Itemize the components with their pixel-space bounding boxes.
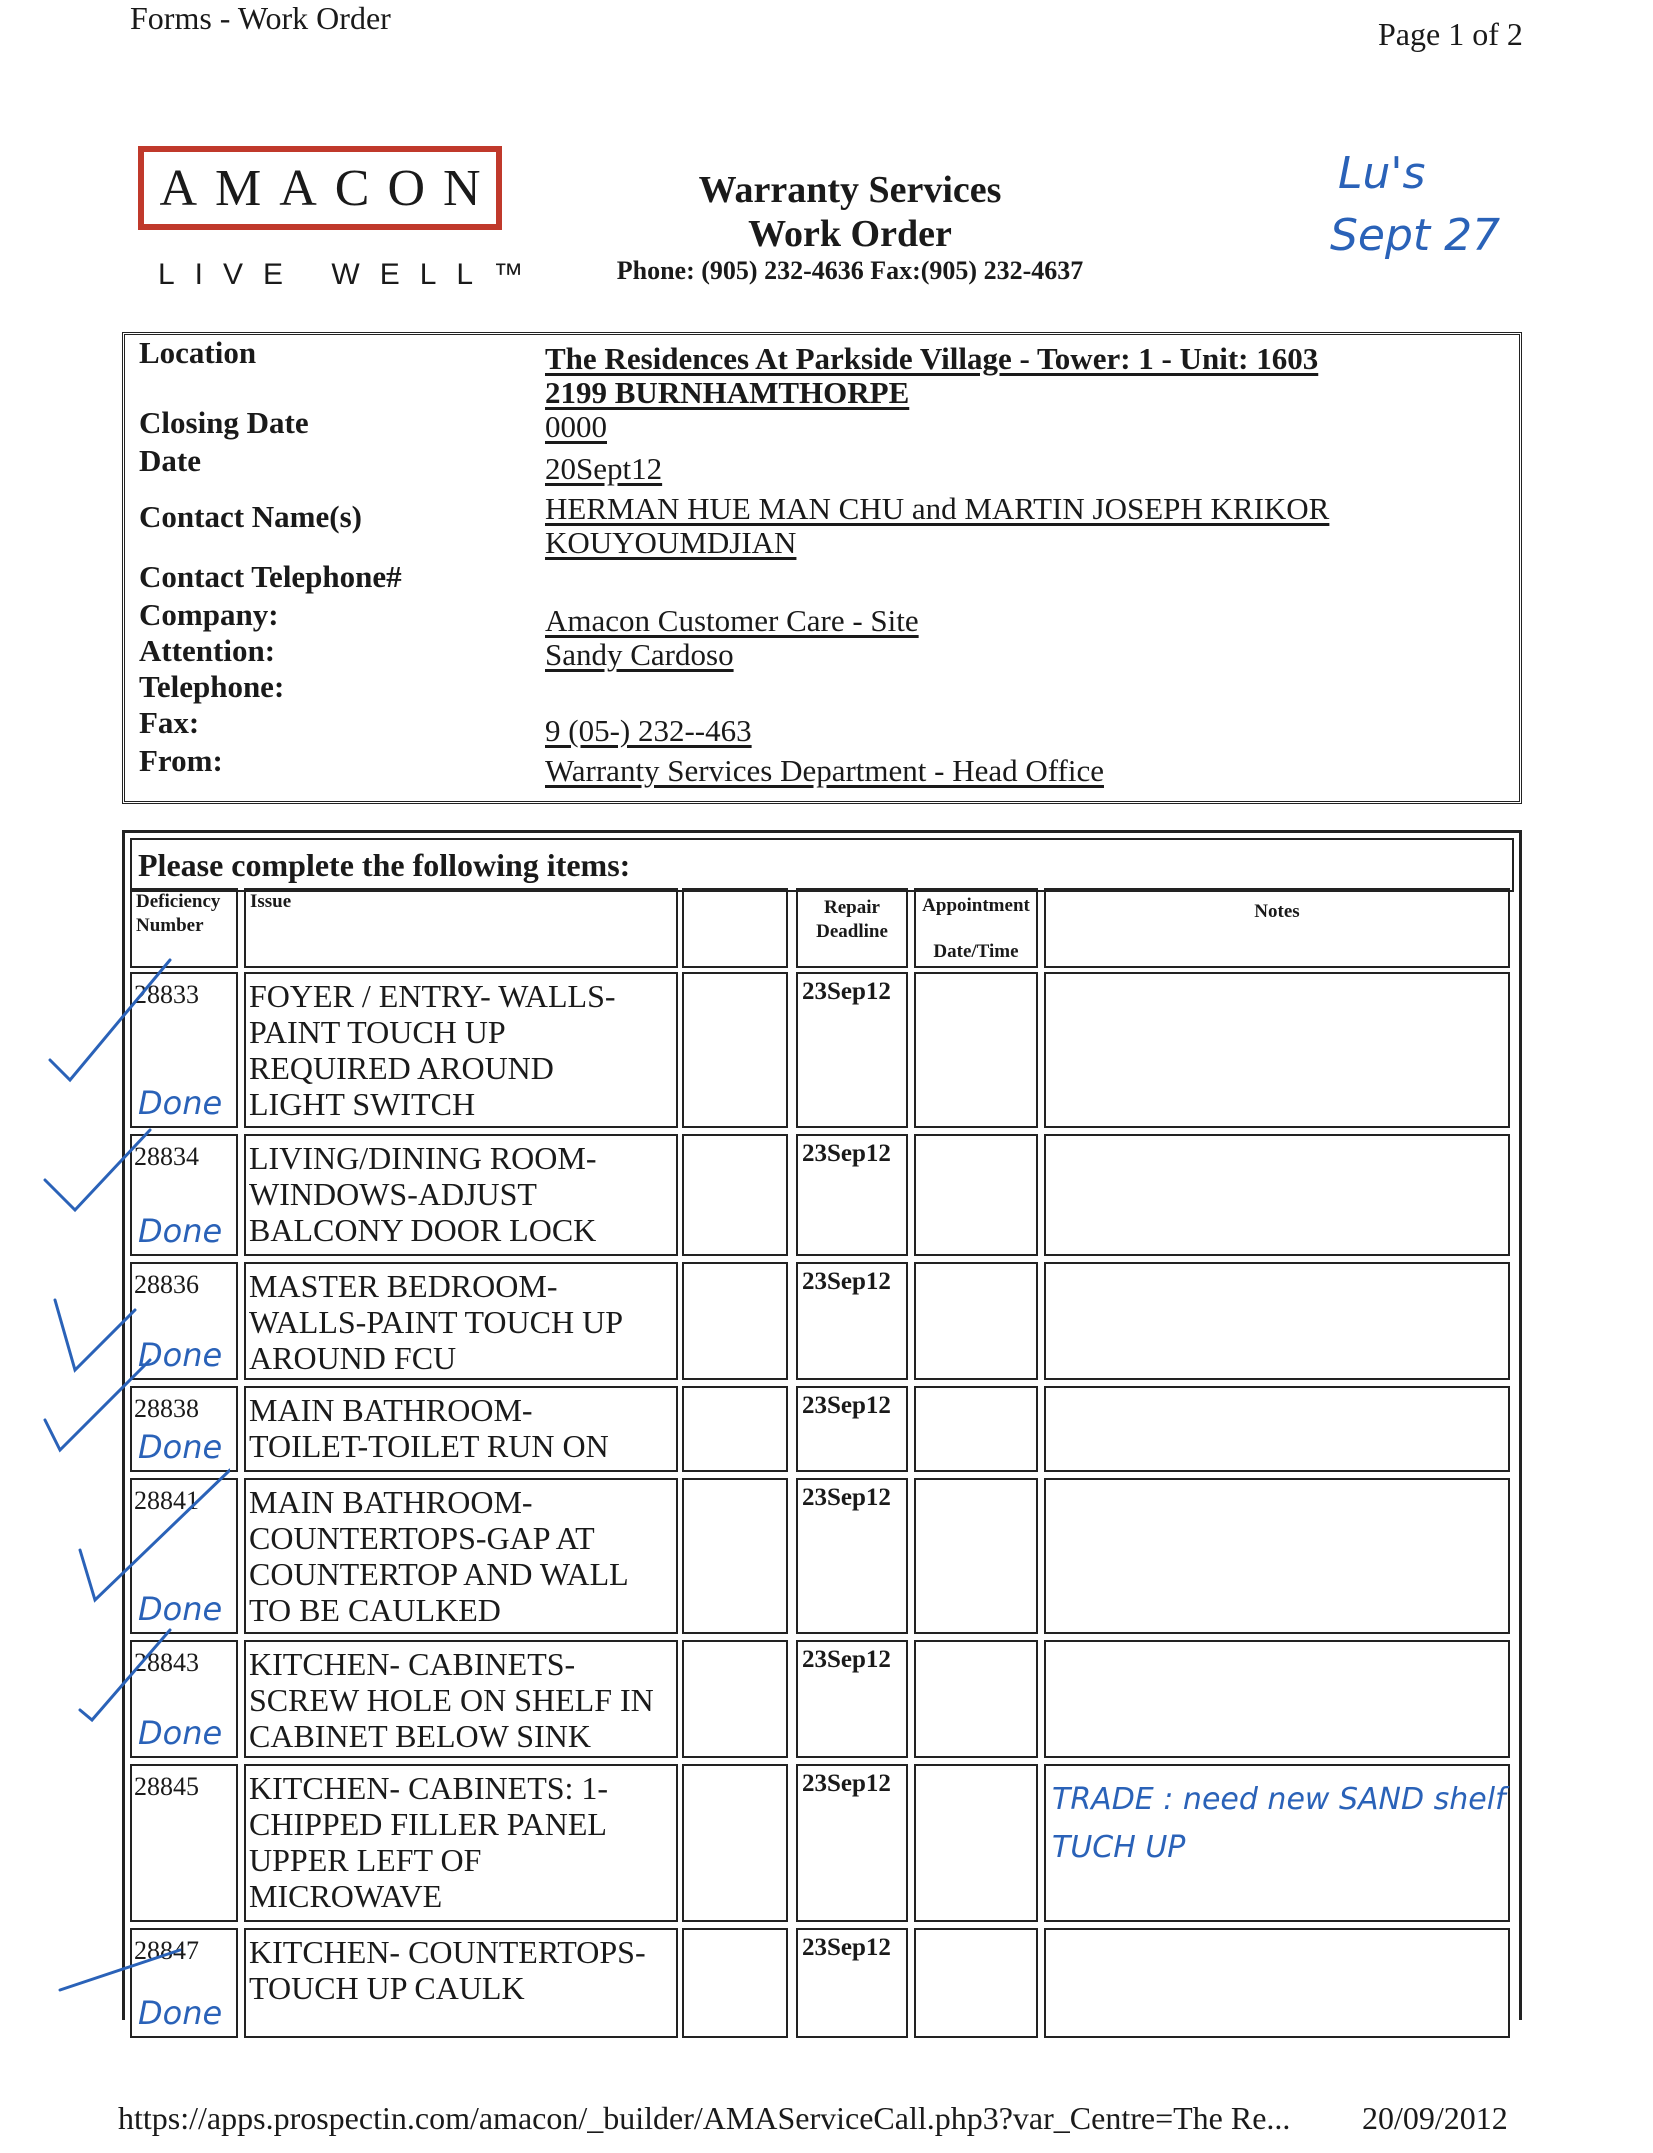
issue-line: MAIN BATHROOM- — [249, 1392, 533, 1428]
document-title-line1: Warranty Services — [698, 169, 1002, 211]
company-label: Company: — [139, 597, 279, 632]
appointment-cell — [914, 1262, 1038, 1380]
document-title-line2: Work Order — [748, 213, 952, 255]
issue-line: UPPER LEFT OF — [249, 1842, 482, 1878]
issue-line: MAIN BATHROOM- — [249, 1484, 533, 1520]
contact-names-label: Contact Name(s) — [139, 499, 362, 534]
issue-line: REQUIRED AROUND — [249, 1050, 554, 1086]
issue-line: COUNTERTOPS-GAP AT — [249, 1520, 595, 1556]
issue-line: AROUND FCU — [249, 1340, 457, 1376]
repair-deadline: 23Sep12 — [802, 1646, 891, 1673]
handwritten-done-mark: Done — [138, 1428, 223, 1466]
amacon-logo — [138, 146, 502, 230]
issue-line: TOILET-TOILET RUN ON — [249, 1428, 609, 1464]
header-appointment — [914, 888, 1038, 968]
notes-cell — [1044, 1134, 1510, 1256]
issue-line: COUNTERTOP AND WALL — [249, 1556, 629, 1592]
repair-deadline: 23Sep12 — [802, 1140, 891, 1167]
from-label: From: — [139, 743, 223, 778]
appointment-cell — [914, 1478, 1038, 1634]
logo-brand: AMACON — [159, 159, 499, 217]
appointment-cell — [914, 1640, 1038, 1758]
blank-cell — [682, 1134, 788, 1256]
issue-line: TOUCH UP CAULK — [249, 1970, 525, 2006]
deficiency-number: 28838 — [134, 1394, 199, 1423]
issue-line: BALCONY DOOR LOCK — [249, 1212, 597, 1248]
blank-cell — [682, 1764, 788, 1922]
issue-line: MASTER BEDROOM- — [249, 1268, 558, 1304]
handwritten-name: Lu's — [1338, 148, 1426, 199]
contact-names-value-cont: KOUYOUMDJIAN — [545, 525, 797, 560]
deficiency-number: 28847 — [134, 1936, 199, 1965]
deficiency-number: 28834 — [134, 1142, 199, 1171]
phone-fax-line: Phone: (905) 232-4636 Fax:(905) 232-4637 — [616, 256, 1084, 285]
check-mark — [45, 1130, 150, 1210]
handwritten-checkmarks — [30, 930, 230, 2010]
blank-cell — [682, 1262, 788, 1380]
issue-line: CHIPPED FILLER PANEL — [249, 1806, 607, 1842]
issue-line: TO BE CAULKED — [249, 1592, 501, 1628]
issue-cell — [244, 1134, 678, 1256]
handwritten-done-mark: Done — [138, 1714, 223, 1752]
issue-line: FOYER / ENTRY- WALLS- — [249, 978, 616, 1014]
repair-deadline-cell — [796, 1764, 908, 1922]
issue-cell — [244, 1478, 678, 1634]
repair-deadline: 23Sep12 — [802, 1770, 891, 1797]
header-repair-text: Repair — [824, 897, 880, 918]
repair-deadline-cell — [796, 1134, 908, 1256]
issue-cell — [244, 1764, 678, 1922]
deficiency-number: 28843 — [134, 1648, 199, 1677]
fax-value: 9 (05-) 232--463 — [545, 713, 752, 748]
header-notes-text: Notes — [1254, 901, 1300, 922]
handwritten-note — [1046, 974, 1508, 984]
footer-url: https://apps.prospectin.com/amacon/_builder/AMAServiceCall.php3?var_Centre=The Re... — [118, 2100, 1291, 2136]
issue-cell — [244, 972, 678, 1128]
header-deadline-text: Deadline — [816, 921, 888, 942]
handwritten-note — [1046, 1642, 1508, 1652]
repair-deadline-cell — [796, 1262, 908, 1380]
deficiency-number: 28836 — [134, 1270, 199, 1299]
handwritten-done-mark: Done — [138, 1212, 223, 1250]
location-label: Location — [139, 335, 257, 370]
issue-cell — [244, 1928, 678, 2038]
notes-cell — [1044, 1764, 1510, 1922]
issue-line: LIGHT SWITCH — [249, 1086, 476, 1122]
telephone-label: Telephone: — [139, 669, 285, 704]
notes-cell — [1044, 1262, 1510, 1380]
notes-cell — [1044, 1386, 1510, 1472]
form-title: Forms - Work Order — [130, 0, 391, 36]
work-order-info-box — [122, 332, 1522, 804]
header-issue-text: Issue — [250, 891, 292, 912]
check-mark — [50, 960, 170, 1080]
repair-deadline-cell — [796, 1386, 908, 1472]
location-value: The Residences At Parkside Village - Tower: 1 - Unit: 1603 — [545, 341, 1319, 376]
repair-deadline-cell — [796, 1640, 908, 1758]
handwritten-done-mark: Done — [138, 1590, 223, 1628]
deficiency-number: 28845 — [134, 1772, 199, 1801]
repair-deadline: 23Sep12 — [802, 978, 891, 1005]
attention-label: Attention: — [139, 633, 276, 668]
attention-value: Sandy Cardoso — [545, 637, 734, 672]
repair-deadline: 23Sep12 — [802, 1484, 891, 1511]
check-mark — [45, 1360, 150, 1450]
handwritten-note: TRADE : need new SAND shelf TUCH UP — [1052, 1782, 1506, 1865]
issue-line: MICROWAVE — [249, 1878, 443, 1914]
deficiency-number: 28833 — [134, 980, 199, 1009]
notes-cell — [1044, 1640, 1510, 1758]
appointment-cell — [914, 972, 1038, 1128]
from-value: Warranty Services Department - Head Office — [545, 753, 1104, 788]
appointment-cell — [914, 1134, 1038, 1256]
issue-cell — [244, 1640, 678, 1758]
issue-line: WINDOWS-ADJUST — [249, 1176, 537, 1212]
appointment-cell — [914, 1764, 1038, 1922]
handwritten-note — [1046, 1930, 1508, 1940]
notes-cell — [1044, 972, 1510, 1128]
issue-line: SCREW HOLE ON SHELF IN — [249, 1682, 654, 1718]
check-mark — [60, 1950, 180, 1990]
blank-cell — [682, 1928, 788, 2038]
header-repair-deadline — [796, 888, 908, 968]
repair-deadline: 23Sep12 — [802, 1268, 891, 1295]
company-value: Amacon Customer Care - Site — [545, 603, 919, 638]
page-indicator: Page 1 of 2 — [1378, 16, 1523, 52]
handwritten-note — [1046, 1480, 1508, 1490]
appointment-cell — [914, 1386, 1038, 1472]
header-issue — [244, 888, 678, 968]
issue-line: WALLS-PAINT TOUCH UP — [249, 1304, 623, 1340]
handwritten-note — [1046, 1264, 1508, 1274]
header-number-text: Number — [136, 915, 204, 936]
check-mark — [55, 1300, 135, 1370]
header-datetime-text: Date/Time — [933, 941, 1019, 962]
blank-cell — [682, 972, 788, 1128]
issue-line: KITCHEN- CABINETS- — [249, 1646, 576, 1682]
handwritten-done-mark: Done — [138, 1994, 223, 2032]
check-mark — [80, 1630, 170, 1720]
items-table-title: Please complete the following items: — [130, 838, 1514, 892]
header-deficiency-text: Deficiency — [136, 891, 221, 912]
header-blank-column — [682, 888, 788, 968]
notes-cell — [1044, 1478, 1510, 1634]
blank-cell — [682, 1386, 788, 1472]
handwritten-note — [1046, 1388, 1508, 1398]
contact-names-value: HERMAN HUE MAN CHU and MARTIN JOSEPH KRIKOR — [545, 491, 1330, 526]
handwritten-date: Sept 27 — [1330, 210, 1501, 261]
issue-cell — [244, 1386, 678, 1472]
repair-deadline: 23Sep12 — [802, 1392, 891, 1419]
fax-label: Fax: — [139, 705, 200, 740]
repair-deadline-cell — [796, 972, 908, 1128]
issue-line: KITCHEN- CABINETS: 1- — [249, 1770, 609, 1806]
appointment-cell — [914, 1928, 1038, 2038]
blank-cell — [682, 1478, 788, 1634]
issue-line: PAINT TOUCH UP — [249, 1014, 506, 1050]
header-notes — [1044, 888, 1510, 968]
blank-cell — [682, 1640, 788, 1758]
location-address: 2199 BURNHAMTHORPE — [545, 375, 910, 410]
repair-deadline: 23Sep12 — [802, 1934, 891, 1961]
repair-deadline-cell — [796, 1928, 908, 2038]
issue-line: KITCHEN- COUNTERTOPS- — [249, 1934, 646, 1970]
closing-date-value: 0000 — [545, 409, 607, 444]
deficiency-number: 28841 — [134, 1486, 199, 1515]
date-value: 20Sept12 — [545, 451, 663, 486]
logo-tagline: LIVE WELL™ — [158, 258, 544, 291]
footer-date: 20/09/2012 — [1362, 2100, 1508, 2136]
issue-line: LIVING/DINING ROOM- — [249, 1140, 597, 1176]
header-appointment-text: Appointment — [922, 895, 1030, 916]
date-label: Date — [139, 443, 201, 478]
notes-cell — [1044, 1928, 1510, 2038]
handwritten-done-mark: Done — [138, 1336, 223, 1374]
handwritten-note — [1046, 1136, 1508, 1146]
issue-line: CABINET BELOW SINK — [249, 1718, 591, 1754]
handwritten-done-mark: Done — [138, 1084, 223, 1122]
contact-telephone-label: Contact Telephone# — [139, 559, 402, 594]
check-mark — [80, 1470, 230, 1600]
closing-date-label: Closing Date — [139, 405, 309, 440]
issue-cell — [244, 1262, 678, 1380]
repair-deadline-cell — [796, 1478, 908, 1634]
